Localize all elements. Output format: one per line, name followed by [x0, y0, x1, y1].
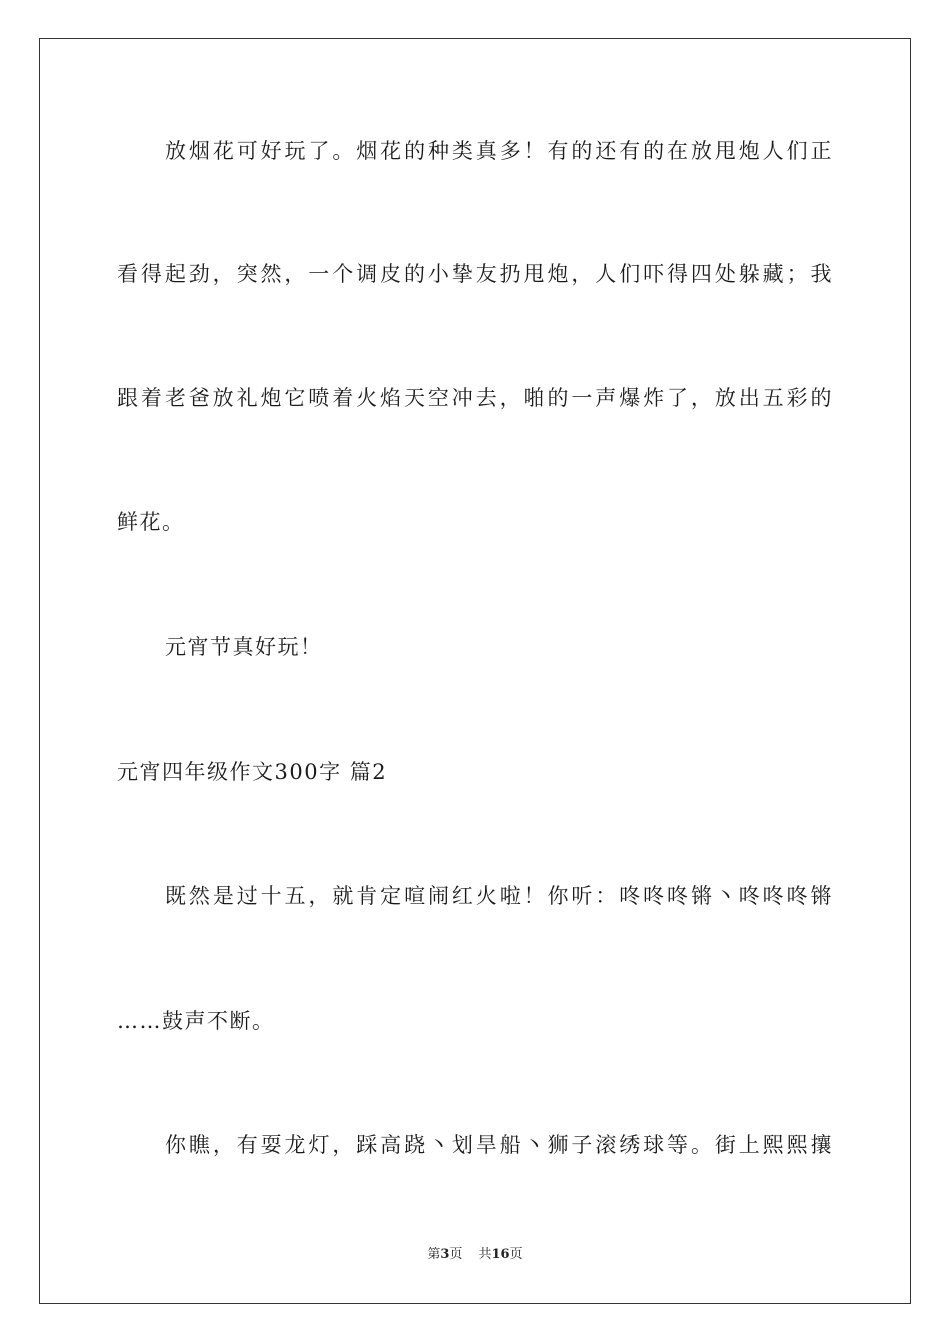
footer-page-prefix: 第: [427, 1247, 441, 1262]
footer-total-prefix: 共: [478, 1247, 492, 1262]
page-border: [39, 38, 911, 1304]
footer-page-current: 3: [440, 1247, 450, 1262]
paragraph-line-7: ……鼓声不断。: [117, 1009, 275, 1033]
section-heading: 元宵四年级作文300字 篇2: [117, 760, 388, 784]
paragraph-line-6: 既然是过十五，就肯定喧闹红火啦！你听：咚咚咚锵丶咚咚咚锵: [165, 884, 833, 908]
paragraph-line-5: 元宵节真好玩！: [165, 635, 323, 659]
paragraph-line-2: 看得起劲，突然，一个调皮的小挚友扔甩炮，人们吓得四处躲藏；我: [117, 262, 833, 286]
paragraph-line-1: 放烟花可好玩了。烟花的种类真多！有的还有的在放甩炮人们正: [165, 139, 833, 163]
page-footer: [0, 1246, 950, 1264]
paragraph-line-8: 你瞧，有耍龙灯，踩高跷丶划旱船丶狮子滚绣球等。街上熙熙攘: [165, 1133, 833, 1157]
footer-total-unit: 页: [509, 1247, 523, 1262]
paragraph-line-4: 鲜花。: [117, 510, 185, 534]
paragraph-line-3: 跟着老爸放礼炮它喷着火焰天空冲去，啪的一声爆炸了，放出五彩的: [117, 386, 833, 410]
footer-page-unit: 页: [449, 1247, 463, 1262]
footer-page-total: 16: [491, 1247, 510, 1262]
